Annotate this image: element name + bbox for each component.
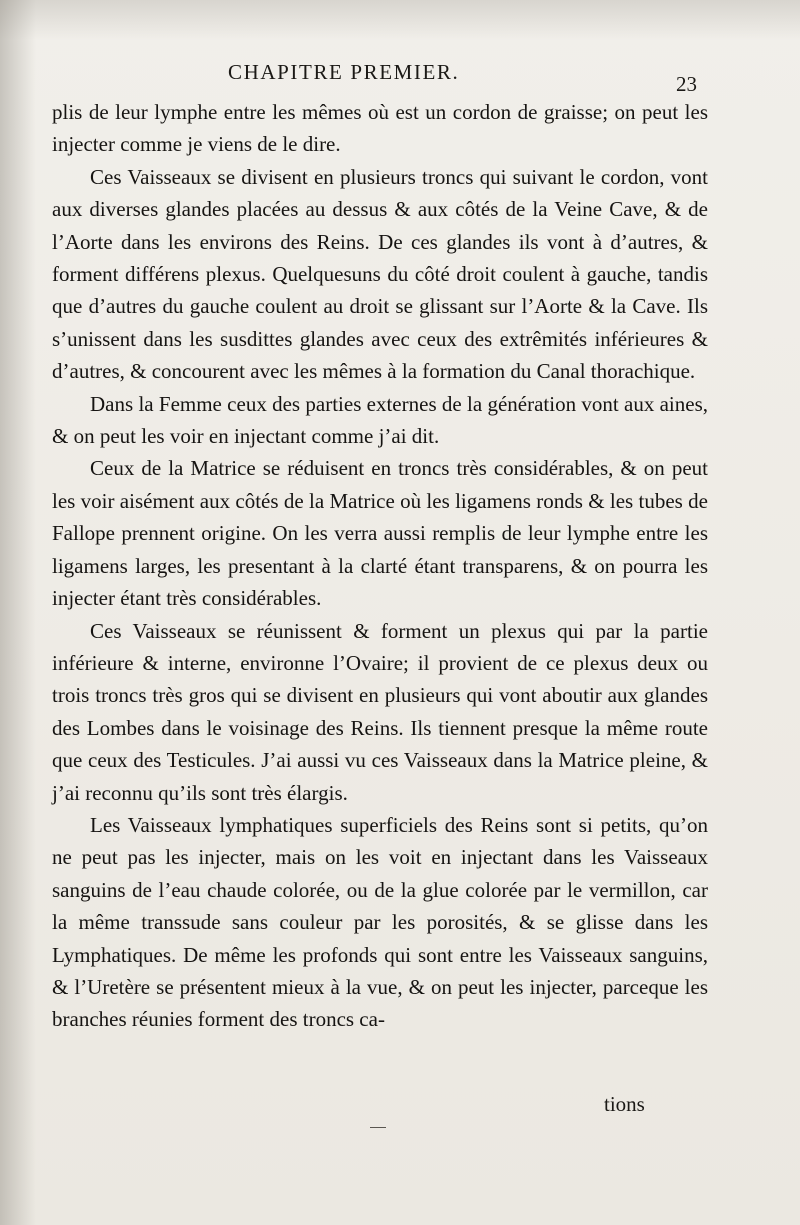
paragraph-continuation: plis de leur lymphe entre les mêmes où est un cordon de graisse; on peut les injecter comme je viens de le dire. xyxy=(52,100,708,157)
running-title: CHAPITRE PREMIER. xyxy=(228,60,460,84)
page-top-shade xyxy=(0,0,800,40)
paragraph: Les Vaisseaux lymphatiques superficiels des Reins sont si petits, qu’on ne peut pas les injecter, mais on les voit en injectant dans les Vaisseaux sanguins de l’eau chaude colorée, ou de la glue colorée par le vermillon, car la même transsude sans couleur par les porosités, & se glisse dans les Lymphatiques. De même les profonds qui sont entre les Vaisseaux sanguins, & l’Uretère se présentent mieux à la vue, & on peut les injecter, parceque les branches réunies forment des troncs ca- xyxy=(52,812,708,1032)
page-number: 23 xyxy=(676,72,697,96)
paragraph: Ces Vaisseaux se réunissent & forment un plexus qui par la partie inférieure & interne, environne l’Ovaire; il provient de ce plexus deux ou trois troncs très gros qui se divisent en plusieurs qui vont aboutir aux glandes des Lombes dans le voisinage des Reins. Ils tiennent presque la même route que ceux des Testicules. J’ai aussi vu ces Vaisseaux dans la Matrice pleine, & j’ai reconnu qu’ils sont très élargis. xyxy=(52,618,708,805)
body-text xyxy=(52,96,708,1036)
paragraph: Dans la Femme ceux des parties externes de la génération vont aux aines, & on peut les voir en injectant comme j’ai dit. xyxy=(52,391,708,449)
catchword: tions xyxy=(604,1092,645,1116)
paragraph: Ces Vaisseaux se divisent en plusieurs troncs qui suivant le cordon, vont aux diverses glandes placées au dessus & aux côtés de la Veine Cave, & de l’Aorte dans les environs des Reins. De ces glandes ils vont à d’autres, & forment différens plexus. Quelquesuns du côté droit coulent à gauche, tandis que d’autres du gauche coulent au droit se glissant sur l’Aorte & la Cave. Ils s’unissent dans les susdittes glandes avec ceux des extrêmités inférieures & d’autres, & concourent avec les mêmes à la formation du Canal thorachique. xyxy=(52,164,708,384)
page-header xyxy=(0,58,800,96)
footer-rule xyxy=(370,1127,386,1128)
page-edge-shadow xyxy=(0,0,36,1225)
paragraph: Ceux de la Matrice se réduisent en troncs très considérables, & on peut les voir aisément aux côtés de la Matrice où les ligamens ronds & les tubes de Fallope prennent origine. On les verra aussi remplis de leur lymphe entre les ligamens larges, les presentant à la clarté étant transparens, & on pourra les injecter étant très considérables. xyxy=(52,456,708,611)
